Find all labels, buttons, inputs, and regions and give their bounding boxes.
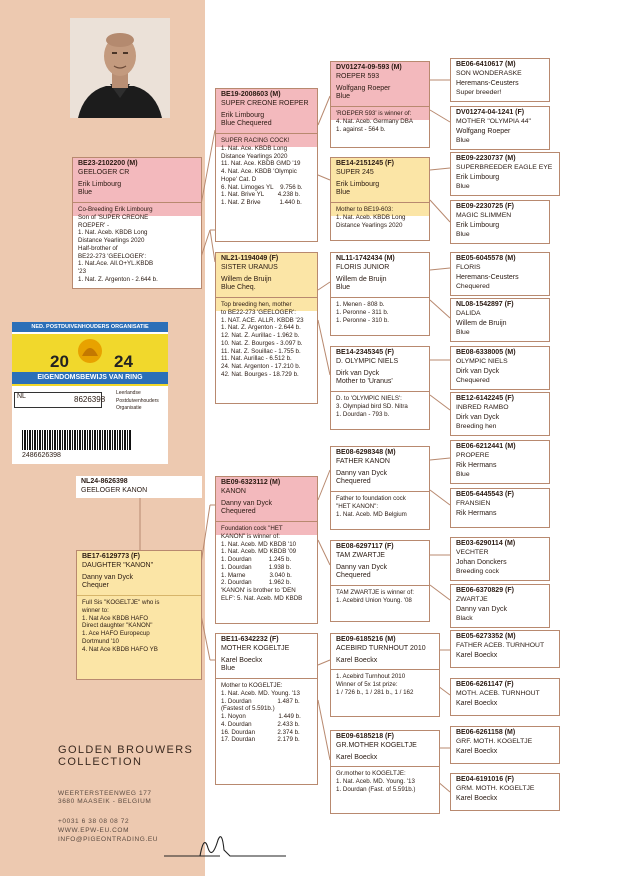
ring-card-year-right: 24 <box>114 352 133 371</box>
dam-name: DAUGHTER "KANON" <box>82 561 154 569</box>
sss-notes: 'ROEPER 593' is winner of: 4. Nat. Aceb. Germany DBA 1. against - 564 b. <box>331 106 429 133</box>
ss-breeder: Erik Limbourg <box>221 111 265 119</box>
phone-number: +0031 6 38 08 08 72 <box>58 818 130 825</box>
dss-breeder: Danny van Dyck <box>336 469 387 477</box>
leaf-box[interactable]: BE08-6338005 (M) OLYMPIC NIELS Dirk van Dyck Chequered <box>450 346 550 390</box>
leaf-box[interactable]: BE06-6410617 (M) SON WONDERASKE Heremans-Ceusters Super breeder! <box>450 58 550 102</box>
subject-box[interactable] <box>76 476 202 498</box>
ddd-breeder: Karel Boeckx <box>336 753 378 761</box>
ddd-name: GR.MOTHER KOGELTJE <box>336 741 417 749</box>
sss-breeder: Wolfgang Roeper <box>336 84 391 92</box>
ds-ring-id: BE09-6323112 (M) <box>221 479 281 486</box>
sire-sire-box[interactable] <box>215 88 318 242</box>
sire-box[interactable] <box>72 157 202 289</box>
ssd-notes: Mother to BE19-603: 1. Nat. Aceb. KBDB Long Distance Yearlings 2020 <box>331 202 429 229</box>
brand-line-1: GOLDEN BROUWERS <box>58 744 194 756</box>
sdd-box[interactable] <box>330 346 430 430</box>
dds-notes: 1. Acebird Turnhout 2010 Winner of 5x 1st prize: 1 / 726 b., 1 / 281 b., 1 / 162 <box>331 669 439 696</box>
dam-color: Chequer <box>82 582 109 590</box>
sire-name: GEELOGER CR <box>78 168 130 176</box>
ring-card-country: NL <box>17 393 26 400</box>
sds-notes: 1. Menen - 808 b. 1. Peronne - 311 b. 1. Peronne - 310 b. <box>331 297 429 324</box>
dds-name: ACEBIRD TURNHOUT 2010 <box>336 644 426 652</box>
leaf-box[interactable]: BE09-2230737 (M) SUPERBREEDER EAGLE EYE Erik Limbourg Blue <box>450 152 560 196</box>
brand-line-2: COLLECTION <box>58 756 143 768</box>
sd-ring-id: NL21-1194049 (F) <box>221 255 279 262</box>
sss-name: ROEPER 593 <box>336 72 380 80</box>
sire-breeder: Erik Limbourg <box>78 180 122 188</box>
email-link[interactable]: INFO@PIGEONTRADING.EU <box>58 835 159 843</box>
subject-ring-id: NL24-8626398 <box>81 478 128 485</box>
dss-box[interactable] <box>330 446 430 530</box>
sdd-name: D. OLYMPIC NIELS <box>336 357 399 365</box>
contact-block <box>58 818 158 844</box>
sdd-breeder: Dirk van Dyck <box>336 369 380 377</box>
sd-notes: Top breeding hen, mother to BE22-273 'GEELOGER': 1. NAT. ACE. ALLR. KBDB '23 1. Nat. Z. Argenton - 2.644 b. 12. Nat. Z. Aurillac - 1.962 b. 10. Nat. Z. Bourges - 3.097 b. 11. Nat. Z. Souillac - 1.755 b. 11. Nat. Aurillac - 6.512 b. 24. Nat. Argenton - 17.210 b. 42. Nat. Bourges - 18.729 b. <box>216 297 317 379</box>
sire-ring-id: BE23-2102200 (M) <box>78 160 138 167</box>
ring-card-number: 8626398 <box>74 395 106 404</box>
leaf-box[interactable]: BE09-2230725 (F) MAGIC SLIMMEN Erik Limbourg Blue <box>450 200 550 244</box>
dsd-box[interactable] <box>330 540 430 622</box>
dsd-ring-id: BE08-6297117 (F) <box>336 543 394 550</box>
ring-ownership-card <box>12 322 168 464</box>
sd-breeder: Willem de Bruijn <box>221 275 272 283</box>
ddd-notes: Gr.mother to KOGELTJE: 1. Nat. Aceb. MD. Young. '13 1. Dourdan (Fast. of 5.591b.) <box>331 766 439 793</box>
dam-breeder: Danny van Dyck <box>82 573 133 581</box>
barcode <box>22 430 132 450</box>
ss-name: SUPER CREONE ROEPER <box>221 99 309 107</box>
dds-breeder: Karel Boeckx <box>336 656 378 664</box>
dsd-breeder: Danny van Dyck <box>336 563 387 571</box>
website-link[interactable]: WWW.EPW-EU.COM <box>58 826 130 834</box>
ddd-box[interactable] <box>330 730 440 814</box>
leaf-box[interactable]: BE06-6261158 (M) GRF. MOTH. KOGELTJE Karel Boeckx <box>450 726 560 764</box>
leaf-box[interactable]: BE05-6445543 (F) FRANSIEN Rik Hermans <box>450 488 550 528</box>
sds-color: Blue <box>336 284 351 292</box>
leaf-box[interactable]: BE06-6212441 (M) PROPERE Rik Hermans Blue <box>450 440 550 484</box>
ss-notes: SUPER RACING COCK! 1. Nat. Ace. KBDB Long Distance Yearlings 2020 11. Nat. Ace. KBDB GMD '19 4. Nat. Ace. KBDB 'Olympic Hope' Cat. D 6. Nat. Limoges YL 9.756 b. 1. Nat. Brive YL 4.238 b. 1. Nat. Z Brive 1.440 b. <box>216 133 317 207</box>
address-block: WEERTERSTEENWEG 177 3680 MAASEIK - BELGIUM <box>58 790 152 806</box>
dd-notes: Mother to KOGELTJE: 1. Nat. Aceb. MD. Young. '13 1. Dourdan 1.487 b. (Fastest of 5.591b.) 1. Noyon 1.449 b. 4. Dourdan 2.433 b. 16. Dourdan 2.374 b. 17. Dourdan 2.179 b. <box>216 678 317 744</box>
ds-breeder: Danny van Dyck <box>221 499 272 507</box>
dsd-color: Chequered <box>336 572 371 580</box>
brand-block <box>58 744 193 768</box>
barcode-number: 2486626398 <box>22 452 61 459</box>
ddd-ring-id: BE09-6185218 (F) <box>336 733 394 740</box>
leaf-box[interactable]: BE05-6273352 (M) FATHER ACEB. TURNHOUT Karel Boeckx <box>450 630 560 668</box>
sds-name: FLORIS JUNIOR <box>336 263 390 271</box>
sdd-notes: D. to 'OLYMPIC NIELS': 3. Olympiad bird SD. Nitra 1. Dourdan - 793 b. <box>331 391 429 418</box>
dam-sire-box[interactable] <box>215 476 318 624</box>
sss-box[interactable] <box>330 61 430 148</box>
sss-ring-id: DV01274-09-593 (M) <box>336 64 402 71</box>
ring-card-side-labels: Leerlandse Postduivenhouders Organisatie <box>116 390 159 411</box>
dd-color: Blue <box>221 665 236 673</box>
leaf-box[interactable]: BE03-6290114 (M) VECHTER Johan Donckers Breeding cock <box>450 537 550 581</box>
dam-dam-box[interactable] <box>215 633 318 785</box>
ds-notes: Foundation cock "HET KANON" is winner of: 1. Nat. Aceb. MD KBDB '10 1. Nat. Aceb. MD KBDB '09 1. Dourdan 1.245 b. 1. Dourdan 1.938 b. 1. Marne 3.040 b. 2. Dourdan 1.962 b. 'KANON' is brother to 'DEN ELF': 5. Nat. Aceb. MD KBDB <box>216 521 317 603</box>
dd-breeder: Karel Boeckx <box>221 656 263 664</box>
leaf-box[interactable]: BE06-6261147 (F) MOTH. ACEB. TURNHOUT Karel Boeckx <box>450 678 560 716</box>
ss-ring-id: BE19-2008603 (M) <box>221 91 281 98</box>
leaf-box[interactable]: BE04-6191016 (F) GRM. MOTH. KOGELTJE Karel Boeckx <box>450 773 560 811</box>
sss-color: Blue <box>336 93 351 101</box>
dsd-name: TAM ZWARTJE <box>336 551 385 559</box>
dss-color: Chequered <box>336 478 371 486</box>
leaf-box[interactable]: BE06-6370829 (F) ZWARTJE Danny van Dyck Black <box>450 584 550 628</box>
dss-ring-id: BE08-6298348 (M) <box>336 449 396 456</box>
signature-icon <box>160 826 290 866</box>
dds-box[interactable] <box>330 633 440 717</box>
dss-name: FATHER KANON <box>336 457 390 465</box>
dam-box[interactable] <box>76 550 202 680</box>
sd-color: Blue Cheq. <box>221 284 256 292</box>
leaf-box[interactable]: NL08-1542897 (F) DALIDA Willem de Bruijn Blue <box>450 298 550 342</box>
ssd-breeder: Erik Limbourg <box>336 180 380 188</box>
leaf-box[interactable]: BE12-6142245 (F) INBRED RAMBO Dirk van Dyck Breeding hen <box>450 392 550 436</box>
ssd-box[interactable] <box>330 157 430 241</box>
dsd-notes: TAM ZWARTJE is winner of: 1. Acebird Union Young. '08 <box>331 585 429 605</box>
dam-ring-id: BE17-6129773 (F) <box>82 553 140 560</box>
sire-color: Blue <box>78 189 93 197</box>
ring-card-banner: EIGENDOMSBEWIJS VAN RING <box>12 372 168 384</box>
ssd-color: Blue <box>336 189 351 197</box>
sds-breeder: Willem de Bruijn <box>336 275 387 283</box>
ssd-name: SUPER 245 <box>336 168 374 176</box>
dd-name: MOTHER KOGELTJE <box>221 644 290 652</box>
ring-card-org: NED. POSTDUIVENHOUDERS ORGANISATIE <box>12 322 168 332</box>
sire-dam-box[interactable] <box>215 252 318 404</box>
lion-emblem-icon <box>74 336 106 366</box>
ssd-ring-id: BE14-2151245 (F) <box>336 160 394 167</box>
sds-box[interactable] <box>330 252 430 336</box>
sdd-ring-id: BE14-2345345 (F) <box>336 349 394 356</box>
ds-color: Chequered <box>221 508 256 516</box>
ds-name: KANON <box>221 487 246 495</box>
dam-notes: Full Sis "KOGELTJE" who is winner to: 1. Nat Ace KBDB HAFO Direct daughter "KANON" 1. Ace HAFO Europecup Dortmund '10 4. Nat Ace KBDB HAFO YB <box>77 595 201 653</box>
sdd-color: Mother to 'Uranus' <box>336 378 393 386</box>
subject-name: GEELOGER KANON <box>81 486 148 494</box>
dss-notes: Father to foundation cock "HET KANON": 1. Nat. Aceb. MD Belgium <box>331 491 429 518</box>
sds-ring-id: NL11-1742434 (M) <box>336 255 395 262</box>
dd-ring-id: BE11-6342232 (F) <box>221 636 279 643</box>
leaf-box[interactable]: BE05-6045578 (M) FLORIS Heremans-Ceusters Chequered <box>450 252 550 296</box>
ss-color: Blue Chequered <box>221 120 272 128</box>
sire-notes: Co-Breeding Erik Limbourg Son of 'SUPER CREONE ROEPER' - 1. Nat. Aceb. KBDB Long Distance Yearlings 2020 Half-brother of BE22-273 'GEELOGER': 1. Nat.Ace. All.O+YL.KBDB '23 1. Nat. Z. Argenton - 2.644 b. <box>73 202 201 284</box>
leaf-box[interactable]: DV01274-04-1241 (F) MOTHER "OLYMPIA 44" Wolfgang Roeper Blue <box>450 106 550 150</box>
dds-ring-id: BE09-6185216 (M) <box>336 636 396 643</box>
sd-name: SISTER URANUS <box>221 263 278 271</box>
ring-card-year-left: 20 <box>50 352 69 371</box>
